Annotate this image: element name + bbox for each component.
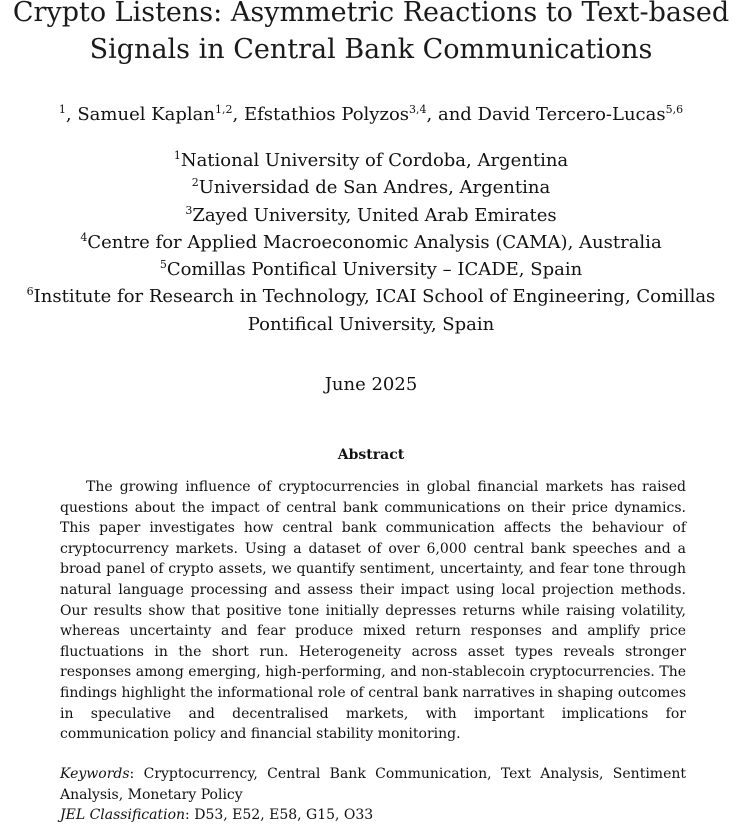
affiliation-sup: 3 — [185, 203, 193, 217]
title-line-1: Crypto Listens: Asymmetric Reactions to Text-based — [12, 0, 730, 28]
affiliation-sup: 5 — [159, 258, 167, 272]
affiliation — [0, 174, 742, 201]
author-name: Samuel Kaplan — [77, 104, 215, 125]
author-list — [0, 103, 742, 127]
author-affil-sup: 3,4 — [409, 103, 427, 116]
author-name: Efstathios Polyzos — [243, 104, 410, 125]
affiliation — [0, 147, 742, 174]
keywords-block — [60, 764, 686, 826]
author-separator-and: , and — [426, 104, 478, 125]
author-affil-sup: 1 — [58, 103, 66, 116]
affiliation-text: Institute for Research in Technology, ICAI School of Engineering, Comillas Pontifical University, Spain — [33, 286, 716, 335]
keywords-line: Keywords: Cryptocurrency, Central Bank Communication, Text Analysis, Sentiment Analysis, Monetary Policy — [60, 766, 687, 803]
jel-label: JEL Classification — [60, 807, 186, 824]
abstract-body: The growing influence of cryptocurrencies in global financial markets has raised questions about the impact of central bank communications on their price dynamics. This paper investigates how central bank communication affects the behaviour of cryptocurrency markets. Using a dataset of over 6,000 central bank speeches and a broad panel of crypto assets, we quantify sentiment, uncertainty, and fear tone through natural language processing and assess their impact using local projection methods. Our results show that positive tone initially depresses returns while raising volatility, whereas uncertainty and fear produce mixed return responses and amplify price fluctuations in the short run. Heterogeneity across asset types reveals stronger responses among emerging, high-performing, and non-stablecoin cryptocurrencies. The findings highlight the informational role of central bank narratives in shaping outcomes in speculative and decentralised markets, with important implications for communication policy and financial stability monitoring. — [60, 479, 686, 743]
keywords-text: Cryptocurrency, Central Bank Communication, Text Analysis, Sentiment Analysis, Monetary Policy — [60, 766, 687, 803]
affiliation-text: Universidad de San Andres, Argentina — [198, 177, 551, 199]
publication-date: June 2025 — [324, 374, 418, 395]
author-affil-sup: 1,2 — [214, 103, 233, 116]
affiliation-sup: 6 — [26, 285, 34, 299]
author-affil-sup: 5,6 — [665, 103, 684, 116]
affiliation — [0, 256, 742, 283]
affiliation — [0, 283, 742, 338]
affiliation-text: Centre for Applied Macroeconomic Analysis (CAMA), Australia — [87, 231, 662, 253]
jel-line: JEL Classification: D53, E52, E58, G15, O33 — [60, 807, 374, 824]
affiliation-text: Zayed University, United Arab Emirates — [192, 204, 557, 226]
affiliation-sup: 2 — [191, 176, 199, 190]
affiliation-text: National University of Cordoba, Argentina — [180, 150, 569, 171]
affiliation-sup: 1 — [173, 149, 181, 162]
author-name: David Tercero-Lucas — [477, 104, 666, 125]
jel-text: D53, E52, E58, G15, O33 — [194, 807, 374, 824]
affiliation-list — [0, 147, 742, 338]
paper-title — [0, 0, 742, 68]
affiliation — [0, 229, 742, 256]
affiliation — [0, 202, 742, 229]
affiliation-text: Comillas Pontifical University – ICADE, Spain — [166, 259, 583, 281]
affiliation-sup: 4 — [80, 230, 88, 244]
author-separator: , — [232, 104, 244, 125]
keywords-label: Keywords — [60, 766, 130, 782]
title-line-2: Signals in Central Bank Communications — [89, 34, 653, 65]
author-separator: , — [65, 104, 78, 125]
abstract-heading: Abstract — [337, 447, 405, 463]
